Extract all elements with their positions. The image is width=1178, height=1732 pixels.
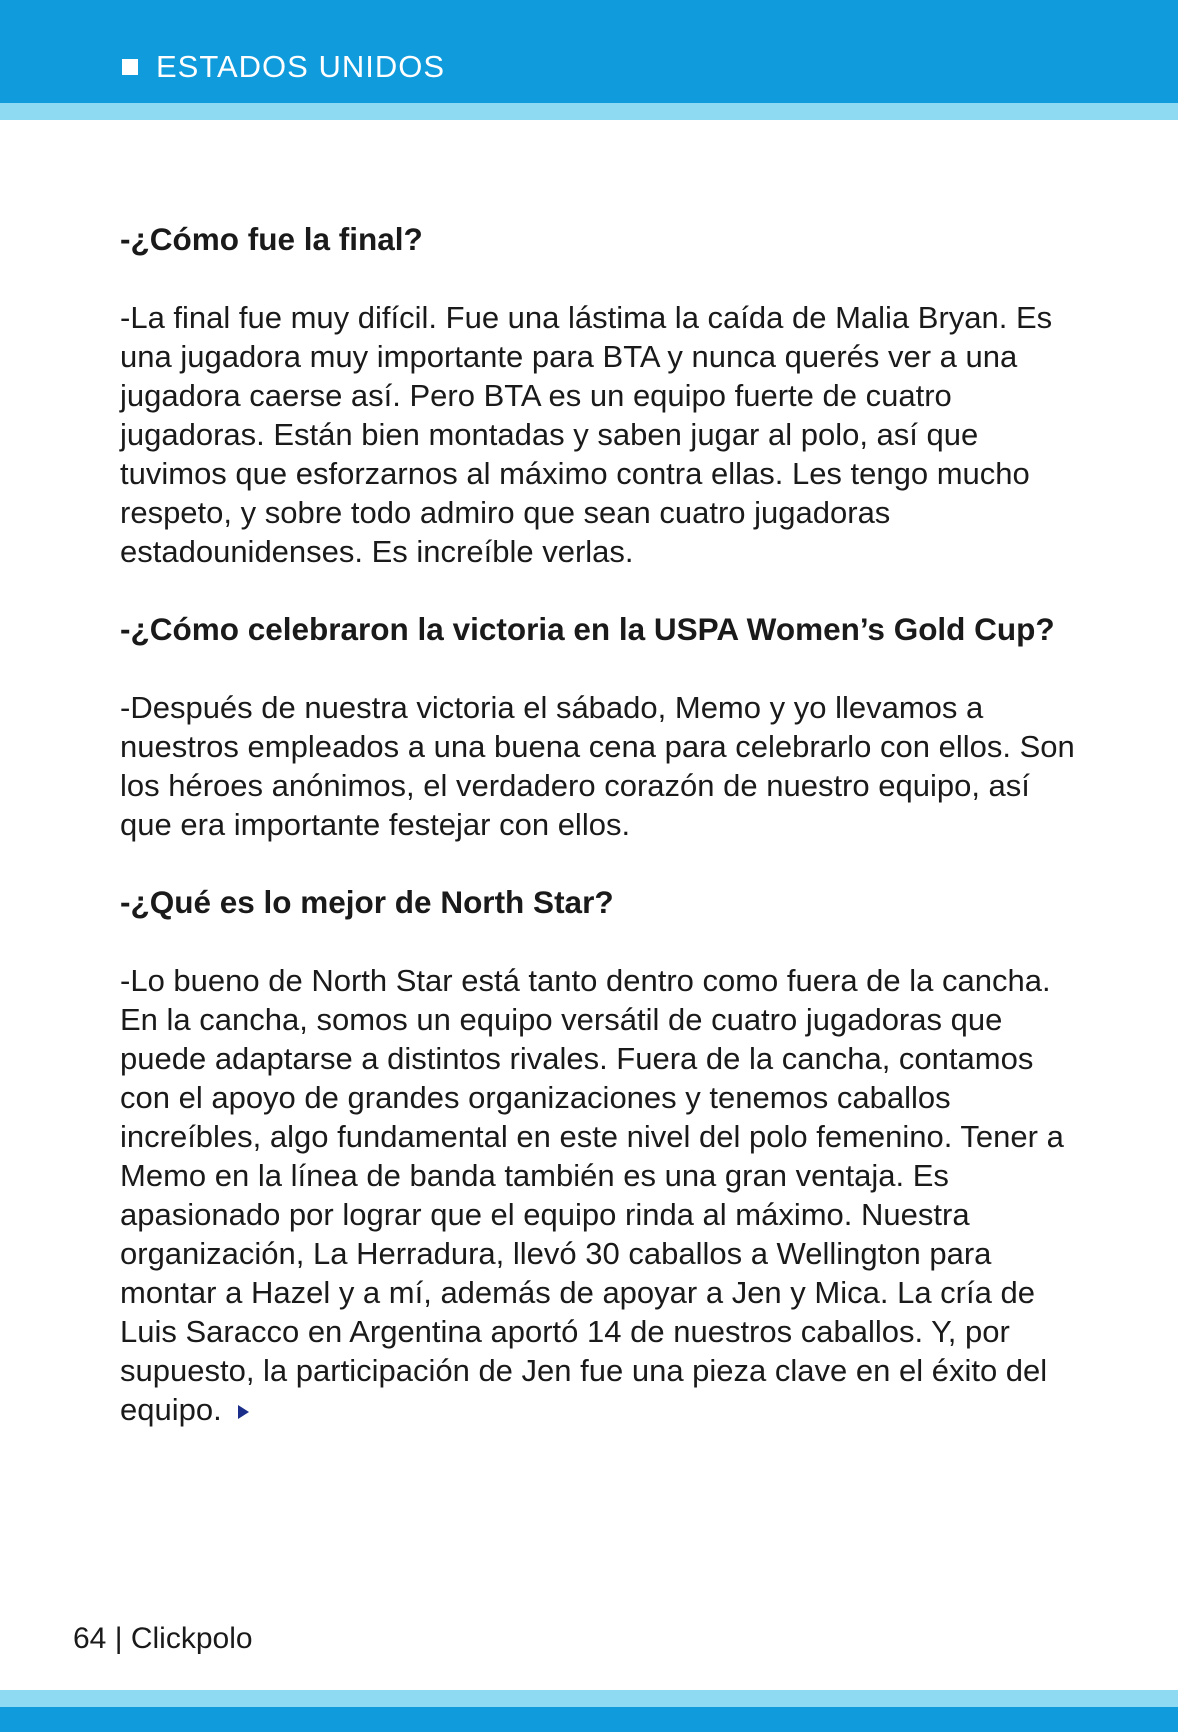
answer-3-text: -Lo bueno de North Star está tanto dentro como fuera de la cancha. En la cancha, somos un equipo versátil de cuatro jugadoras que puede adaptarse a distintos rivales. Fuera de la cancha, contamos con el apoyo de grandes organizaciones y tenemos caballos increíbles, algo fundamental en este nivel del polo femenino. Tener a Memo en la línea de banda también es una gran ventaja. Es apasionado por lograr que el equipo rinda al máximo. Nuestra organización, La Herradura, llevó 30 caballos a Wellington para montar a Hazel y a mí, además de apoyar a Jen y Mica. La cría de Luis Saracco en Argentina aportó 14 de nuestros caballos. Y, por supuesto, la participación de Jen fue una pieza clave en el éxito del equipo. (120, 963, 1064, 1427)
answer-3 (120, 961, 1080, 1429)
section-title: ESTADOS UNIDOS (156, 49, 446, 84)
question-1: -¿Cómo fue la final? (120, 221, 423, 257)
question-3: -¿Qué es lo mejor de North Star? (120, 884, 614, 920)
answer-2: -Después de nuestra victoria el sábado, Memo y yo llevamos a nuestros empleados a una buena cena para celebrarlo con ellos. Son los héroes anónimos, el verdadero corazón de nuestro equipo, así que era importante festejar con ellos. (120, 690, 1075, 842)
footer-bar (0, 1707, 1178, 1732)
header-stripe (0, 103, 1178, 120)
footer-stripe (0, 1690, 1178, 1707)
article-body (120, 220, 1080, 1429)
answer-1: -La final fue muy difícil. Fue una lástima la caída de Malia Bryan. Es una jugadora muy importante para BTA y nunca querés ver a una jugadora caerse así. Pero BTA es un equipo fuerte de cuatro jugadoras. Están bien montadas y saben jugar al polo, así que tuvimos que esforzarnos al máximo contra ellas. Les tengo mucho respeto, y sobre todo admiro que sean cuatro jugadoras estadounidenses. Es increíble verlas. (120, 300, 1053, 569)
end-of-article-triangle-icon (238, 1405, 249, 1419)
page-footer: 64 | Clickpolo (73, 1622, 253, 1655)
question-2: -¿Cómo celebraron la victoria en la USPA Women’s Gold Cup? (120, 611, 1055, 647)
square-bullet-icon (122, 59, 138, 75)
section-label (122, 48, 445, 86)
